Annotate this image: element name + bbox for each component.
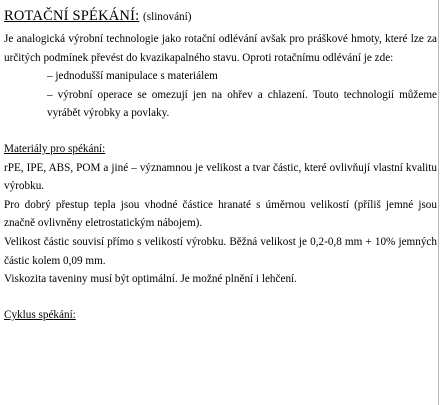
document-body <box>4 6 437 324</box>
title-main: ROTAČNÍ SPÉKÁNÍ: <box>4 8 140 24</box>
page-right-border <box>438 0 439 405</box>
intro-paragraph: Je analogická výrobní technologie jako rotační odlévání avšak pro práškové hmoty, které lze za určitých podmínek převést do kvazikapalného stavu. Oproti rotačnímu odlévání je zde: <box>4 33 437 64</box>
bullet-item: – jednodušší manipulace s materiálem <box>47 70 218 83</box>
materials-paragraph: Velikost částic souvisí přímo s velikostí výrobku. Běžná velikost je 0,2-0,8 mm + 10% jemných částic kolem 0,09 mm. <box>4 235 437 267</box>
title-subtitle: (slinování) <box>143 11 192 23</box>
cycle-section <box>4 306 437 325</box>
materials-paragraph: Viskozita taveniny musí být optimální. Je možné plnění i lehčení. <box>4 273 297 286</box>
cycle-heading: Cyklus spékání: <box>4 308 76 321</box>
materials-heading: Materiály pro spékání: <box>4 142 106 155</box>
materials-paragraph: Pro dobrý přestup tepla jsou vhodné částice hranaté s úměrnou velikostí (příliš jemné jsou značně ovlivněny eletrostatickým nábojem). <box>4 198 437 230</box>
materials-paragraph: rPE, IPE, ABS, POM a jiné – významnou je velikost a tvar částic, které ovlivňují vlastní kvalitu výrobku. <box>4 161 437 193</box>
bullet-item: – výrobní operace se omezují jen na ohřev a chlazení. Touto technologií můžeme vyrábět výrobky a povlaky. <box>47 88 437 120</box>
materials-section <box>4 140 437 159</box>
document-title <box>4 6 437 27</box>
